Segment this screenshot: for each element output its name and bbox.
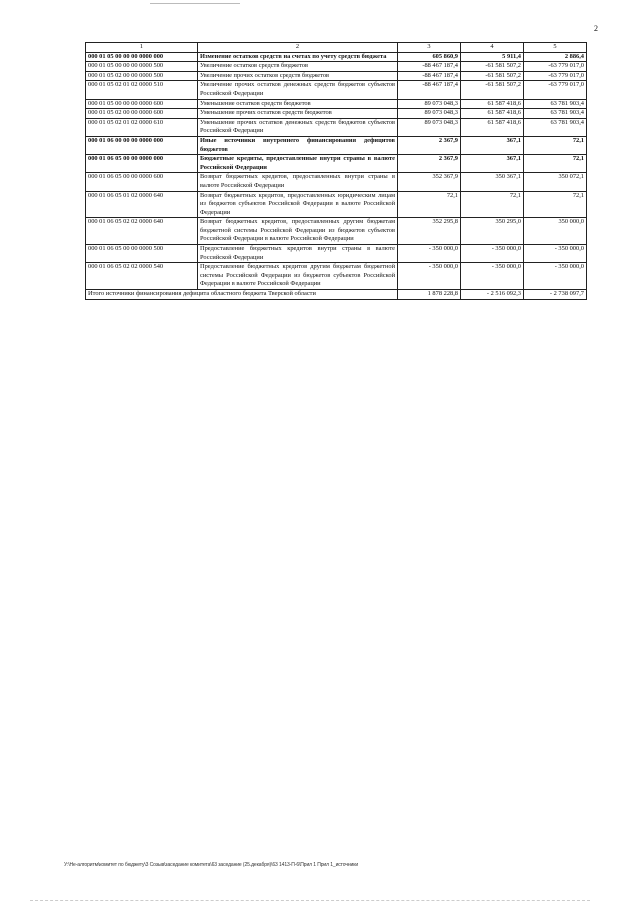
budget-code: 000 01 05 02 01 02 0000 510	[86, 81, 198, 99]
page-number: 2	[594, 24, 598, 33]
table-row	[86, 99, 587, 109]
source-name: Уменьшение прочих остатков средств бюджетов	[198, 109, 398, 119]
amount-col-5: -63 779 017,0	[524, 71, 587, 81]
amount-col-4: 61 587 418,6	[461, 99, 524, 109]
amount-col-4: 367,1	[461, 155, 524, 173]
total-col-3: 1 878 228,8	[398, 290, 461, 300]
source-name: Возврат бюджетных кредитов, предоставленных внутри страны в валюте Российской Федерации	[198, 173, 398, 191]
total-label: Итого источники финансирования дефицита областного бюджета Тверской области	[86, 290, 398, 300]
amount-col-5: 63 781 903,4	[524, 99, 587, 109]
source-name: Увеличение прочих остатков средств бюджетов	[198, 71, 398, 81]
amount-col-4: -61 581 507,2	[461, 62, 524, 72]
budget-code: 000 01 06 05 01 02 0000 640	[86, 191, 198, 218]
budget-code: 000 01 05 00 00 00 0000 500	[86, 62, 198, 72]
source-name: Предоставление бюджетных кредитов другим бюджетам бюджетной системы Российской Федерации из бюджетов субъектов Российской Федерации в валюте Российской Федерации	[198, 263, 398, 290]
amount-col-4: 72,1	[461, 191, 524, 218]
table-row	[86, 52, 587, 62]
source-name: Уменьшение прочих остатков денежных средств бюджетов субъектов Российской Федерации	[198, 118, 398, 136]
source-name: Изменение остатков средств на счетах по учету средств бюджета	[198, 52, 398, 62]
amount-col-5: 72,1	[524, 155, 587, 173]
source-name: Возврат бюджетных кредитов, предоставленных другим бюджетам бюджетной системы Российской Федерации из бюджетов субъектов Российской Федерации в валюте Российской Федерации	[198, 218, 398, 245]
scan-edge-line	[150, 3, 240, 4]
amount-col-3: 2 367,9	[398, 155, 461, 173]
amount-col-5: 72,1	[524, 191, 587, 218]
amount-col-3: 89 073 048,3	[398, 118, 461, 136]
source-name: Уменьшение остатков средств бюджетов	[198, 99, 398, 109]
budget-code: 000 01 06 05 02 02 0000 540	[86, 263, 198, 290]
amount-col-3: 352 295,8	[398, 218, 461, 245]
amount-col-3: 72,1	[398, 191, 461, 218]
amount-col-3: -88 467 187,4	[398, 71, 461, 81]
amount-col-5: - 350 000,0	[524, 245, 587, 263]
table-row	[86, 263, 587, 290]
budget-code: 000 01 05 02 00 00 0000 600	[86, 109, 198, 119]
amount-col-5: - 350 000,0	[524, 263, 587, 290]
amount-col-4: -61 581 507,2	[461, 71, 524, 81]
amount-col-3: -88 467 187,4	[398, 81, 461, 99]
amount-col-4: 61 587 418,6	[461, 118, 524, 136]
file-path-footer: У:\Не-алгоритм\комитет по бюджету\3 Созыв\заседание комитета\63 заседание (25.декабря)\63 1413-П-6\Прил 1 Прил 1_источники	[64, 862, 359, 868]
amount-col-4: 5 911,4	[461, 52, 524, 62]
table-row	[86, 191, 587, 218]
table-row	[86, 81, 587, 99]
source-name: Увеличение остатков средств бюджетов	[198, 62, 398, 72]
source-name: Предоставление бюджетных кредитов внутри страны в валюте Российской Федерации	[198, 245, 398, 263]
budget-code: 000 01 06 05 00 00 0000 000	[86, 155, 198, 173]
amount-col-4: - 350 000,0	[461, 263, 524, 290]
budget-code: 000 01 05 02 01 02 0000 610	[86, 118, 198, 136]
amount-col-3: -88 467 187,4	[398, 62, 461, 72]
table-row	[86, 118, 587, 136]
column-header: 3	[398, 43, 461, 53]
amount-col-5: -63 779 017,0	[524, 81, 587, 99]
amount-col-3: 2 367,9	[398, 136, 461, 154]
amount-col-4: 350 367,1	[461, 173, 524, 191]
amount-col-4: 350 295,0	[461, 218, 524, 245]
financing-sources-table	[85, 42, 587, 300]
column-header: 5	[524, 43, 587, 53]
amount-col-4: 61 587 418,6	[461, 109, 524, 119]
amount-col-5: -63 779 017,0	[524, 62, 587, 72]
column-header: 4	[461, 43, 524, 53]
amount-col-5: 63 781 903,4	[524, 118, 587, 136]
amount-col-3: 89 073 048,3	[398, 99, 461, 109]
source-name: Увеличение прочих остатков денежных средств бюджетов субъектов Российской Федерации	[198, 81, 398, 99]
source-name: Возврат бюджетных кредитов, предоставленных юридическим лицам из бюджетов субъектов Российской Федерации в валюте Российской Федерации	[198, 191, 398, 218]
table-row	[86, 173, 587, 191]
budget-code: 000 01 05 00 00 00 0000 600	[86, 99, 198, 109]
budget-code: 000 01 06 05 00 00 0000 600	[86, 173, 198, 191]
amount-col-3: - 350 000,0	[398, 245, 461, 263]
table-row	[86, 218, 587, 245]
budget-code: 000 01 06 05 02 02 0000 640	[86, 218, 198, 245]
total-row	[86, 290, 587, 300]
budget-code: 000 01 06 05 00 00 0000 500	[86, 245, 198, 263]
table-row	[86, 71, 587, 81]
amount-col-5: 350 000,0	[524, 218, 587, 245]
amount-col-5: 63 781 903,4	[524, 109, 587, 119]
amount-col-3: 352 367,9	[398, 173, 461, 191]
budget-code: 000 01 05 00 00 00 0000 000	[86, 52, 198, 62]
table-row	[86, 109, 587, 119]
amount-col-4: 367,1	[461, 136, 524, 154]
amount-col-4: -61 581 507,2	[461, 81, 524, 99]
table-row	[86, 245, 587, 263]
amount-col-3: 89 073 048,3	[398, 109, 461, 119]
table-row	[86, 155, 587, 173]
total-col-5: - 2 738 097,7	[524, 290, 587, 300]
column-number-row	[86, 43, 587, 53]
amount-col-3: 605 860,9	[398, 52, 461, 62]
budget-code: 000 01 06 00 00 00 0000 000	[86, 136, 198, 154]
column-header: 1	[86, 43, 198, 53]
amount-col-5: 2 886,4	[524, 52, 587, 62]
total-col-4: - 2 516 092,3	[461, 290, 524, 300]
scan-bottom-edge	[30, 900, 590, 901]
amount-col-3: - 350 000,0	[398, 263, 461, 290]
table-row	[86, 62, 587, 72]
table-row	[86, 136, 587, 154]
amount-col-4: - 350 000,0	[461, 245, 524, 263]
amount-col-5: 350 072,1	[524, 173, 587, 191]
source-name: Иные источники внутреннего финансирования дефицитов бюджетов	[198, 136, 398, 154]
amount-col-5: 72,1	[524, 136, 587, 154]
source-name: Бюджетные кредиты, предоставленные внутри страны в валюте Российской Федерации	[198, 155, 398, 173]
budget-code: 000 01 05 02 00 00 0000 500	[86, 71, 198, 81]
column-header: 2	[198, 43, 398, 53]
